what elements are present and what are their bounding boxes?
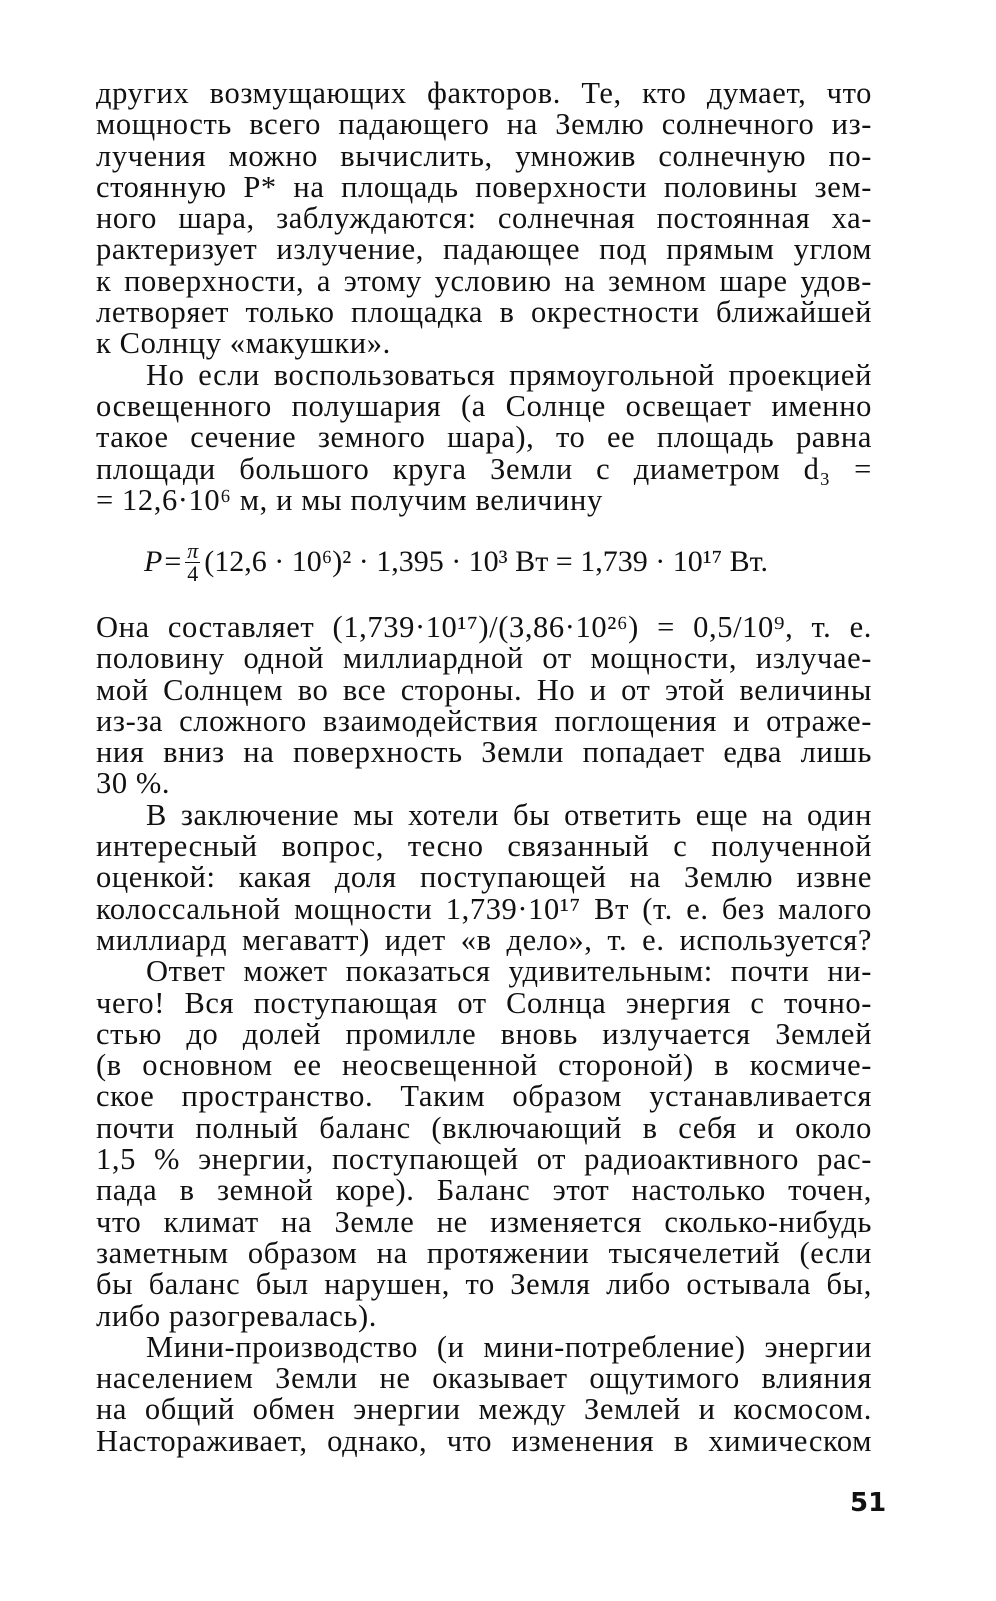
text-line: (в основном ее неосвещенной стороной) в космиче- — [96, 1048, 872, 1083]
text-line: Но если воспользоваться прямоугольной проекцией — [146, 357, 872, 392]
text-line: из-за сложного взаимодействия поглощения и отраже- — [96, 703, 872, 738]
formula-rest: (12,6 · 10⁶)² · 1,395 · 10³ Вт = 1,739 · 10¹⁷ Вт. — [204, 545, 769, 578]
formula-lhs: P — [144, 545, 163, 578]
text-line: летворяет только площадка в окрестности ближайшей — [96, 295, 872, 330]
text-line: чего! Вся поступающая от Солнца энергия с точно- — [96, 985, 872, 1020]
text-line: 30 %. — [96, 766, 171, 801]
formula-fraction — [185, 537, 200, 586]
text-line: ного шара, заблуждаются: солнечная постоянная ха- — [96, 201, 872, 236]
fraction-denominator: 4 — [187, 560, 199, 586]
text-line: к поверхности, а этому условию на земном шаре удов- — [96, 263, 872, 298]
text-line: Ответ может показаться удивительным: почти ни- — [146, 954, 872, 989]
text-line: 1,5 % энергии, поступающей от радиоактивного рас- — [96, 1142, 872, 1177]
text-line: оценкой: какая доля поступающей на Землю извне — [96, 860, 872, 895]
text-line: В заключение мы хотели бы ответить еще на один — [146, 797, 872, 832]
text-line: что климат на Земле не изменяется сколько-нибудь — [96, 1204, 872, 1239]
text-line: почти полный баланс (включающий в себя и около — [96, 1110, 872, 1145]
text-line: на общий обмен энергии между Землей и космосом. — [96, 1392, 872, 1427]
text-line: стоянную P* на площадь поверхности половины зем- — [96, 169, 872, 204]
text-line: интересный вопрос, тесно связанный с полученной — [96, 829, 872, 864]
text-block-top — [96, 78, 872, 516]
text-line: других возмущающих факторов. Те, кто думает, что — [96, 76, 872, 110]
text-line: ния вниз на поверхность Земли попадает едва лишь — [96, 735, 872, 770]
text-line: колоссальной мощности 1,739·10¹⁷ Вт (т. е. без малого — [96, 891, 872, 926]
text-block-bottom — [96, 612, 872, 1457]
text-line: бы баланс был нарушен, то Земля либо остывала бы, — [96, 1267, 872, 1302]
text-line: либо разогревалась). — [96, 1298, 377, 1333]
text-line: мой Солнцем во все стороны. Но и от этой величины — [96, 672, 872, 707]
page-number: 51 — [850, 1488, 887, 1518]
text-line: населением Земли не оказывает ощутимого влияния — [96, 1361, 872, 1396]
text-line: к Солнцу «макушки». — [96, 326, 391, 361]
text-line: площади большого круга Земли с диаметром d₃ = — [96, 451, 872, 486]
text-line: Настораживает, однако, что изменения в химическом — [96, 1423, 872, 1458]
text-line: = 12,6·10⁶ м, и мы получим величину — [96, 482, 603, 517]
text-line: рактеризует излучение, падающее под прямым углом — [96, 232, 872, 267]
power-formula — [0, 534, 996, 590]
text-line: половину одной миллиардной от мощности, излучае- — [96, 641, 872, 676]
text-line: лучения можно вычислить, умножив солнечную по- — [96, 138, 872, 173]
formula-equals: = — [164, 545, 182, 578]
text-line: заметным образом на протяжении тысячелетий (если — [96, 1235, 872, 1270]
text-line: стью до долей промилле вновь излучается Землей — [96, 1016, 872, 1051]
text-line: пада в земной коре). Баланс этот настолько точен, — [96, 1173, 872, 1208]
text-line: Мини-производство (и мини-потребление) энергии — [146, 1329, 872, 1364]
text-line: такое сечение земного шара), то ее площадь равна — [96, 420, 872, 455]
text-line: ское пространство. Таким образом устанавливается — [96, 1079, 872, 1114]
text-line: Она составляет (1,739·10¹⁷)/(3,86·10²⁶) = 0,5/10⁹, т. е. — [96, 610, 872, 644]
text-line: мощность всего падающего на Землю солнечного из- — [96, 107, 872, 142]
text-line: миллиард мегаватт) идет «в дело», т. е. используется? — [96, 922, 872, 957]
fraction-numerator: π — [187, 537, 199, 563]
text-line: освещенного полушария (а Солнце освещает именно — [96, 388, 872, 423]
